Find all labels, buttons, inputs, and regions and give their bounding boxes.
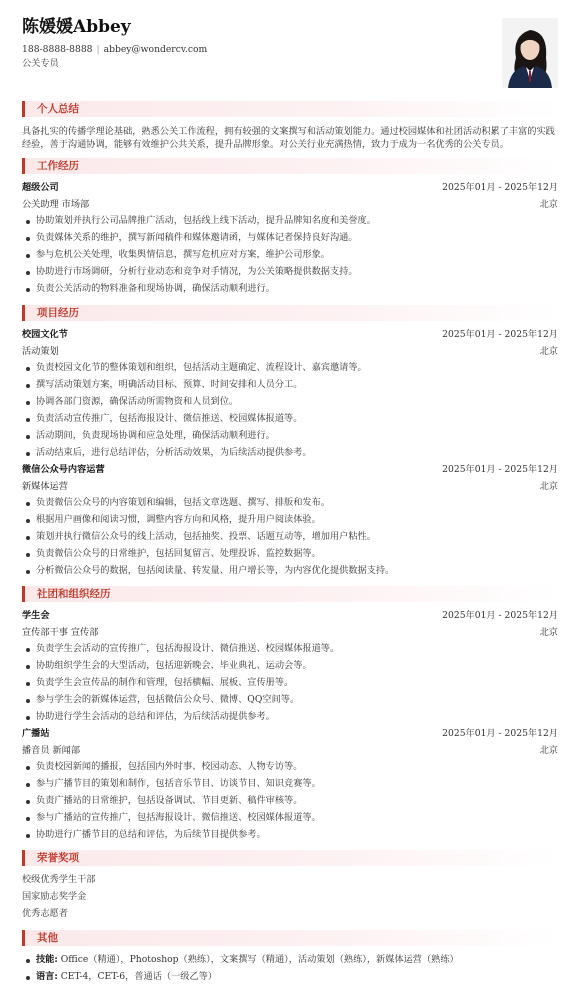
list-item: 协助策划并执行公司品牌推广活动，包括线上线下活动，提升品牌知名度和美誉度。 (22, 215, 558, 232)
project-entry-subheader (22, 346, 558, 360)
date-range: 2025年01月 - 2025年12月 (442, 610, 558, 621)
organization-name: 学生会 (22, 610, 50, 621)
club-entry-subheader (22, 627, 558, 641)
list-item: 协助组织学生会的大型活动，包括迎新晚会、毕业典礼、运动会等。 (22, 660, 558, 677)
list-item: 负责微信公众号的日常维护，包括回复留言、处理投诉、监控数据等。 (22, 548, 558, 565)
club-entry-header (22, 610, 558, 624)
project-bullets (22, 497, 558, 582)
list-item: 参与广播节目的策划和制作，包括音乐节目、访谈节目、知识竞赛等。 (22, 778, 558, 795)
work-entry-header (22, 182, 558, 196)
honor-item: 优秀志愿者 (22, 908, 68, 919)
list-item: 负责校园新闻的播报，包括国内外时事、校园动态、人物专访等。 (22, 761, 558, 778)
list-item: 负责媒体关系的维护，撰写新闻稿件和媒体邀请函，与媒体记者保持良好沟通。 (22, 232, 558, 249)
language-label: 语言: (36, 971, 58, 982)
club-entry-header (22, 728, 558, 742)
list-item: 参与广播站的宣传推广，包括海报设计、微信推送、校园媒体报道等。 (22, 812, 558, 829)
city: 北京 (539, 346, 558, 357)
project-name: 微信公众号内容运营 (22, 464, 105, 475)
list-item: 活动结束后，进行总结评估，分析活动效果，为后续活动提供参考。 (22, 447, 558, 464)
list-item: 负责广播站的日常维护，包括设备调试、节目更新、稿件审核等。 (22, 795, 558, 812)
project-entry-header (22, 464, 558, 478)
organization-name: 超级公司 (22, 182, 59, 193)
date-range: 2025年01月 - 2025年12月 (442, 329, 558, 340)
project-bullets (22, 362, 558, 464)
club-bullets (22, 643, 558, 728)
section-clubs-header (22, 586, 558, 602)
role: 新媒体运营 (22, 481, 68, 492)
list-item: 负责活动宣传推广，包括海报设计、微信推送、校园媒体报道等。 (22, 413, 558, 430)
list-item: 分析微信公众号的数据，包括阅读量、转发量、用户增长等，为内容优化提供数据支持。 (22, 565, 558, 582)
job-intention: 公关专员 (22, 58, 59, 69)
list-item: 协助进行学生会活动的总结和评估，为后续活动提供参考。 (22, 711, 558, 728)
list-item: 参与危机公关处理，收集舆情信息，撰写危机应对方案，维护公司形象。 (22, 249, 558, 266)
list-item: 协助进行市场调研，分析行业动态和竞争对手情况，为公关策略提供数据支持。 (22, 266, 558, 283)
portrait-image (502, 18, 558, 88)
club-entry-subheader (22, 745, 558, 759)
candidate-name: 陈媛媛Abbey (22, 17, 131, 37)
list-item: 负责微信公众号的内容策划和编辑，包括文章选题、撰写、排版和发布。 (22, 497, 558, 514)
city: 北京 (539, 627, 558, 638)
summary-text: 具备扎实的传播学理论基础，熟悉公关工作流程，拥有较强的文案撰写和活动策划能力。通过校园媒体和社团活动积累了丰富的实践经验，善于沟通协调，能够有效维护公共关系，提升品牌形象。对公关行业充满热情，致力于成为一名优秀的公关专员。 (22, 126, 555, 151)
honor-item: 国家励志奖学金 (22, 891, 87, 902)
language-item (22, 971, 558, 988)
role: 播音员 新闻部 (22, 745, 81, 756)
date-range: 2025年01月 - 2025年12月 (442, 182, 558, 193)
list-item: 负责校园文化节的整体策划和组织，包括活动主题确定、流程设计、嘉宾邀请等。 (22, 362, 558, 379)
section-title: 其他 (37, 932, 58, 944)
section-title: 个人总结 (37, 103, 79, 115)
role: 宣传部干事 宣传部 (22, 627, 99, 638)
section-title: 项目经历 (37, 307, 79, 319)
list-item: 协调各部门资源，确保活动所需物资和人员到位。 (22, 396, 558, 413)
list-item: 参与学生会的新媒体运营，包括微信公众号、微博、QQ空间等。 (22, 694, 558, 711)
contact-line (22, 44, 207, 56)
section-summary-header (22, 101, 558, 117)
city: 北京 (539, 481, 558, 492)
phone-number: 188-8888-8888 (22, 44, 93, 55)
date-range: 2025年01月 - 2025年12月 (442, 464, 558, 475)
list-item: 协助进行广播节目的总结和评估，为后续节目提供参考。 (22, 829, 558, 846)
city: 北京 (539, 199, 558, 210)
list-item: 撰写活动策划方案，明确活动目标、预算、时间安排和人员分工。 (22, 379, 558, 396)
contact-separator: | (96, 44, 100, 55)
section-projects-header (22, 305, 558, 321)
organization-name: 广播站 (22, 728, 50, 739)
section-honors-header (22, 850, 558, 866)
section-work-header (22, 158, 558, 174)
role: 活动策划 (22, 346, 59, 357)
honors-list (22, 874, 558, 925)
date-range: 2025年01月 - 2025年12月 (442, 728, 558, 739)
list-item: 负责公关活动的物料准备和现场协调，确保活动顺利进行。 (22, 283, 558, 300)
email-address: abbey@wondercv.com (103, 44, 208, 55)
section-title: 工作经历 (37, 160, 79, 172)
project-entry-subheader (22, 481, 558, 495)
project-name: 校园文化节 (22, 329, 68, 340)
list-item: 根据用户画像和阅读习惯，调整内容方向和风格，提升用户阅读体验。 (22, 514, 558, 531)
skills-item (22, 954, 558, 971)
list-item: 活动期间，负责现场协调和应急处理，确保活动顺利进行。 (22, 430, 558, 447)
work-bullets (22, 215, 558, 300)
skills-label: 技能: (36, 954, 58, 965)
language-value: CET-4，CET-6，普通话（一级乙等） (60, 971, 218, 982)
honor-item: 校级优秀学生干部 (22, 874, 96, 885)
club-bullets (22, 761, 558, 846)
role: 公关助理 市场部 (22, 199, 90, 210)
profile-photo (502, 18, 558, 88)
list-item: 策划并执行微信公众号的线上活动，包括抽奖、投票、话题互动等，增加用户粘性。 (22, 531, 558, 548)
section-title: 荣誉奖项 (37, 852, 79, 864)
work-entry-subheader (22, 199, 558, 213)
section-title: 社团和组织经历 (37, 588, 111, 600)
other-list (22, 954, 558, 988)
section-other-header (22, 930, 558, 946)
project-entry-header (22, 329, 558, 343)
city: 北京 (539, 745, 558, 756)
list-item: 负责学生会活动的宣传推广，包括海报设计、微信推送、校园媒体报道等。 (22, 643, 558, 660)
skills-value: Office（精通），Photoshop（熟练），文案撰写（精通），活动策划（熟练），新媒体运营（熟练） (60, 954, 459, 965)
list-item: 负责学生会宣传品的制作和管理，包括横幅、展板、宣传册等。 (22, 677, 558, 694)
